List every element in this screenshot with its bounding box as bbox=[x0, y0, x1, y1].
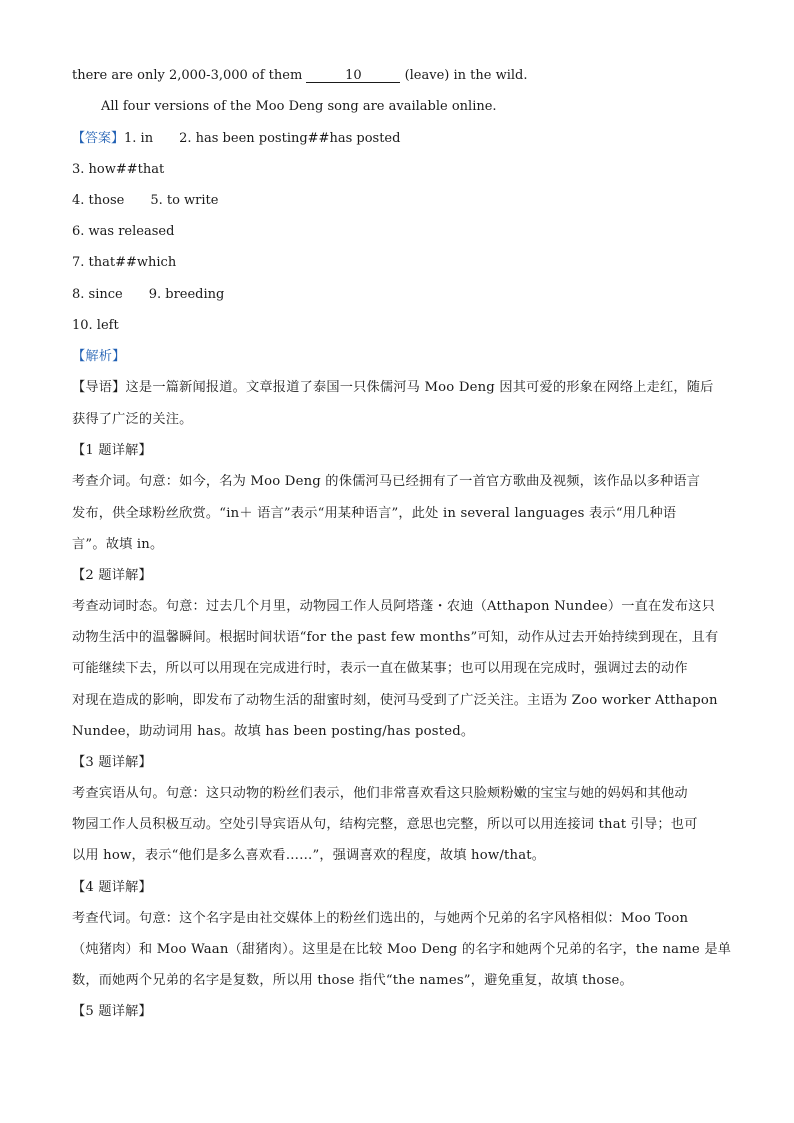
answer-line: 10. left bbox=[72, 318, 119, 333]
text-line: Nundee，助动词用 has。故填 has been posting/has posted。 bbox=[72, 724, 475, 739]
text-line: 可能继续下去，所以可以用现在完成进行时，表示一直在做某事；也可以用现在完成时，强调过去的动作 bbox=[72, 661, 688, 676]
answer-line: 3. how##that bbox=[72, 162, 165, 177]
text-line: 数，而她两个兄弟的名字是复数，所以用 those 指代“the names”，避免重复，故填 those。 bbox=[72, 973, 633, 988]
text-line: 发布，供全球粉丝欣赏。“in＋ 语言”表示“用某种语言”，此处 in several languages 表示“用几种语 bbox=[72, 506, 677, 521]
text-line: 考查动词时态。句意：过去几个月里，动物园工作人员阿塔蓬・农迪（Atthapon Nundee）一直在发布这只 bbox=[72, 599, 715, 614]
text-line: 获得了广泛的关注。 bbox=[72, 412, 193, 427]
text-line: 动物生活中的温馨瞬间。根据时间状语“for the past few months”可知，动作从过去开始持续到现在，且有 bbox=[72, 630, 719, 645]
text-line: 对现在造成的影响，即发布了动物生活的甜蜜时刻，使河马受到了广泛关注。主语为 Zoo worker Atthapon bbox=[72, 693, 718, 708]
section-heading: 【3 题详解】 bbox=[72, 755, 152, 770]
text-line: 言”。故填 in。 bbox=[72, 537, 164, 552]
text-line: All four versions of the Moo Deng song are available online. bbox=[101, 99, 497, 114]
answer-line: 6. was released bbox=[72, 224, 175, 239]
text-line: there are only 2,000-3,000 of them 10 (leave) in the wild. bbox=[72, 68, 528, 83]
answer-line: 【答案】1. in 2. has been posting##has posted bbox=[72, 131, 401, 146]
answer-heading: 【答案】 bbox=[72, 131, 125, 146]
text-line: 物园工作人员积极互动。空处引导宾语从句，结构完整，意思也完整，所以可以用连接词 that 引导；也可 bbox=[72, 817, 698, 832]
text-line: 考查代词。句意：这个名字是由社交媒体上的粉丝们选出的，与她两个兄弟的名字风格相似：Moo Toon bbox=[72, 911, 689, 926]
answer-line: 8. since 9. breeding bbox=[72, 287, 225, 302]
answer-line: 7. that##which bbox=[72, 255, 177, 270]
text-line: 考查宾语从句。句意：这只动物的粉丝们表示，他们非常喜欢看这只脸颊粉嫩的宝宝与她的妈妈和其他动 bbox=[72, 786, 688, 801]
section-heading: 【5 题详解】 bbox=[72, 1004, 152, 1019]
answer-blank: 10 bbox=[306, 69, 400, 83]
text-line: （炖猪肉）和 Moo Waan（甜猪肉）。这里是在比较 Moo Deng 的名字和她两个兄弟的名字，the name 是单 bbox=[72, 942, 732, 957]
section-heading: 【2 题详解】 bbox=[72, 568, 152, 583]
answer-line: 4. those 5. to write bbox=[72, 193, 219, 208]
text-line: 考查介词。句意：如今，名为 Moo Deng 的侏儒河马已经拥有了一首官方歌曲及视频，该作品以多种语言 bbox=[72, 474, 701, 489]
section-heading: 【1 题详解】 bbox=[72, 443, 152, 458]
text-line: 【导语】这是一篇新闻报道。文章报道了泰国一只侏儒河马 Moo Deng 因其可爱的形象在网络上走红，随后 bbox=[72, 380, 714, 395]
analysis-heading: 【解析】 bbox=[72, 349, 126, 364]
section-heading: 【4 题详解】 bbox=[72, 880, 152, 895]
text-line: 以用 how，表示“他们是多么喜欢看……”，强调喜欢的程度，故填 how/that。 bbox=[72, 848, 546, 863]
